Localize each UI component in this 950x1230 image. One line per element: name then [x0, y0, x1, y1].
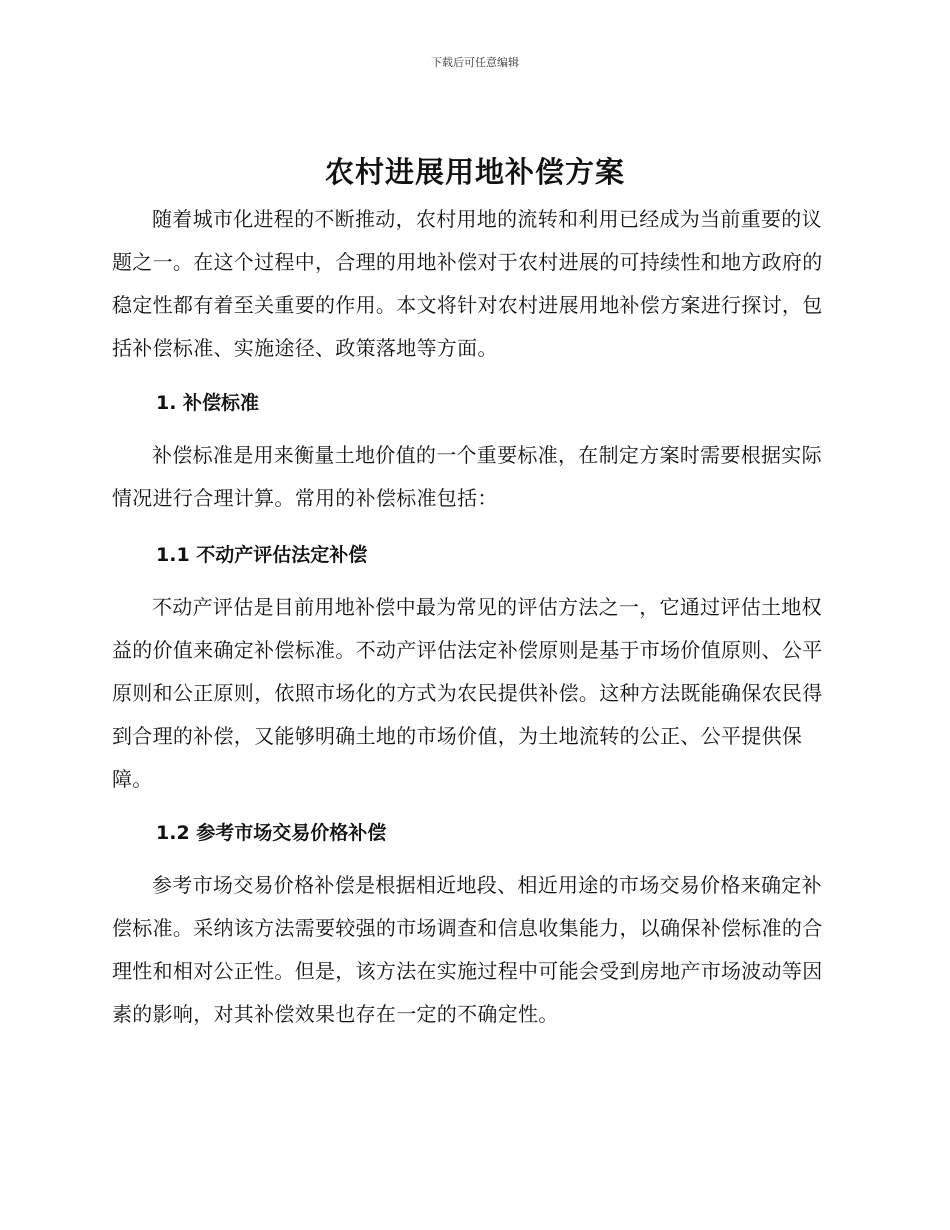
page-header: 下载后可任意编辑	[431, 56, 519, 69]
section-paragraph-1: 补偿标准是用来衡量土地价值的一个重要标准，在制定方案时需要根据实际情况进行合理计算。常用的补偿标准包括：	[112, 443, 822, 510]
section-heading-1: 1. 补偿标准	[156, 392, 260, 414]
section-heading-1-2: 1.2 参考市场交易价格补偿	[156, 822, 387, 844]
intro-paragraph: 随着城市化进程的不断推动，农村用地的流转和利用已经成为当前重要的议题之一。在这个过程中，合理的用地补偿对于农村进展的可持续性和地方政府的稳定性都有着至关重要的作用。本文将针对农村进展用地补偿方案进行探讨，包括补偿标准、实施途径、政策落地等方面。	[112, 207, 823, 360]
section-heading-1-1: 1.1 不动产评估法定补偿	[156, 544, 368, 566]
document-title: 农村进展用地补偿方案	[324, 155, 625, 189]
section-paragraph-1-2: 参考市场交易价格补偿是根据相近地段、相近用途的市场交易价格来确定补偿标准。采纳该方法需要较强的市场调查和信息收集能力，以确保补偿标准的合理性和相对公正性。但是，该方法在实施过程中可能会受到房地产市场波动等因素的影响，对其补偿效果也存在一定的不确定性。	[112, 873, 823, 1026]
section-paragraph-1-1: 不动产评估是目前用地补偿中最为常见的评估方法之一，它通过评估土地权益的价值来确定补偿标准。不动产评估法定补偿原则是基于市场价值原则、公平原则和公正原则，依照市场化的方式为农民提供补偿。这种方法既能确保农民得到合理的补偿，又能够明确土地的市场价值，为土地流转的公正、公平提供保障。	[112, 595, 823, 791]
